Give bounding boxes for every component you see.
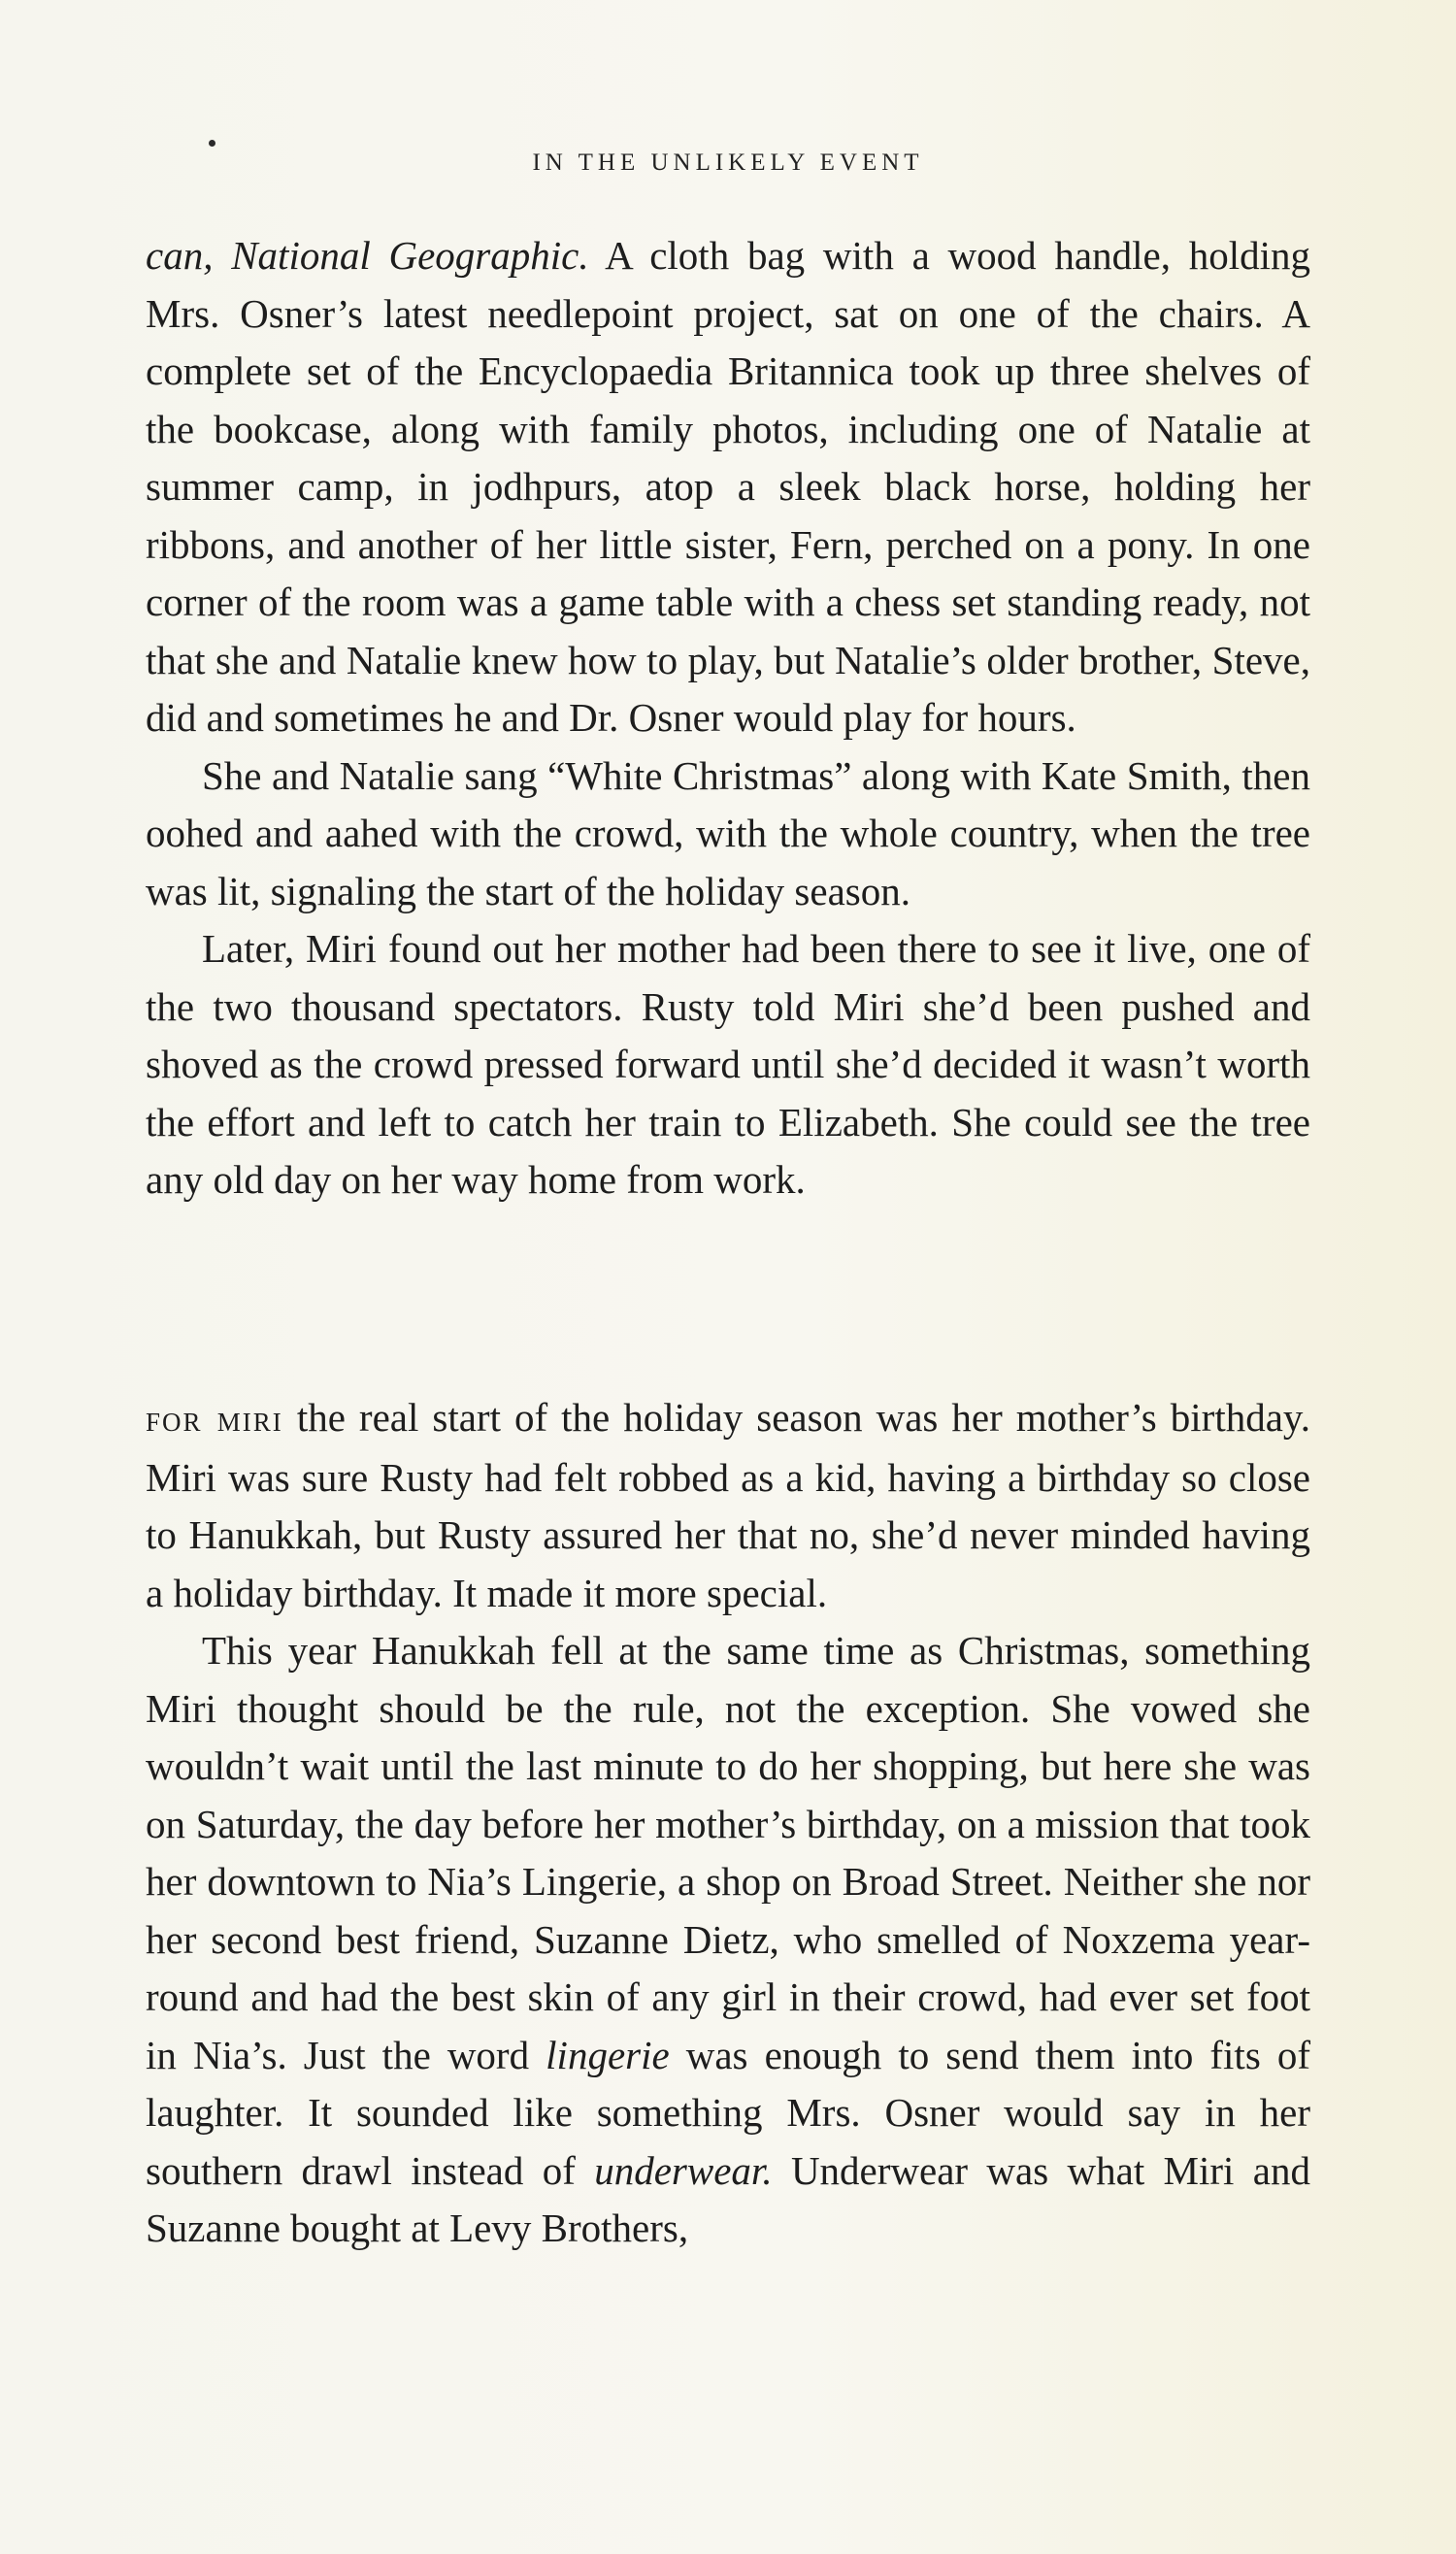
italic-lead: can, National Geographic. [146, 233, 589, 278]
ink-speck [209, 140, 215, 147]
running-head: IN THE UNLIKELY EVENT [532, 149, 924, 176]
paragraph-4-text: the real start of the holiday season was her mother’s birthday. Miri was sure Rusty had felt robbed as a kid, having a birthday so close to Hanukkah, but Rusty assured her that no, she’d never minded having a holiday birthday. It made it more special. [146, 1395, 1310, 1615]
paragraph-1 [146, 227, 1310, 747]
text-section-2 [146, 1389, 1310, 2258]
italic-word-lingerie: lingerie [546, 2032, 670, 2077]
text-section-1 [146, 227, 1310, 1210]
paragraph-5-text-c: Underwear was what Miri and Suzanne bought at Levy Brothers, [146, 2147, 1310, 2250]
small-caps-lead: for miri [146, 1399, 283, 1440]
paragraph-5 [146, 1622, 1310, 2258]
paragraph-5-text-b: was enough to send them into fits of laughter. It sounded like something Mrs. Osner would say in her southern drawl instead of [146, 2032, 1310, 2193]
paragraph-1-text: A cloth bag with a wood handle, holding Mrs. Osner’s latest needlepoint project, sat on one of the chairs. A complete set of the Encyclopaedia Britannica took up three shelves of the bookcase, along with family photos, including one of Natalie at summer camp, in jodhpurs, atop a sleek black horse, holding her ribbons, and another of her little sister, Fern, perched on a pony. In one corner of the room was a game table with a chess set standing ready, not that she and Natalie knew how to play, but Natalie’s older brother, Steve, did and sometimes he and Dr. Osner would play for hours. [146, 233, 1311, 740]
paragraph-3: Later, Miri found out her mother had been there to see it live, one of the two thousand spectators. Rusty told Miri she’d been pushed and shoved as the crowd pressed forward until she’d decided it wasn’t worth the effort and left to catch her train to Elizabeth. She could see the tree any old day on her way home from work. [146, 926, 1310, 1202]
paragraph-5-text-a: This year Hanukkah fell at the same time as Christmas, something Miri thought should be the rule, not the exception. She vowed she wouldn’t wait until the last minute to do her shopping, but here she was on Saturday, the day before her mother’s birthday, on a mission that took her downtown to Nia’s Lingerie, a shop on Broad Street. Neither she nor her second best friend, Suzanne Dietz, who smelled of Noxzema year-round and had the best skin of any girl in their crowd, had ever set foot in Nia’s. Just the word [146, 1628, 1310, 2077]
paragraph-2: She and Natalie sang “White Christmas” along with Kate Smith, then oohed and aahed with the crowd, with the whole country, when the tree was lit, signaling the start of the holiday season. [146, 752, 1310, 913]
italic-word-underwear: underwear. [594, 2147, 773, 2193]
paragraph-4 [146, 1389, 1310, 1622]
